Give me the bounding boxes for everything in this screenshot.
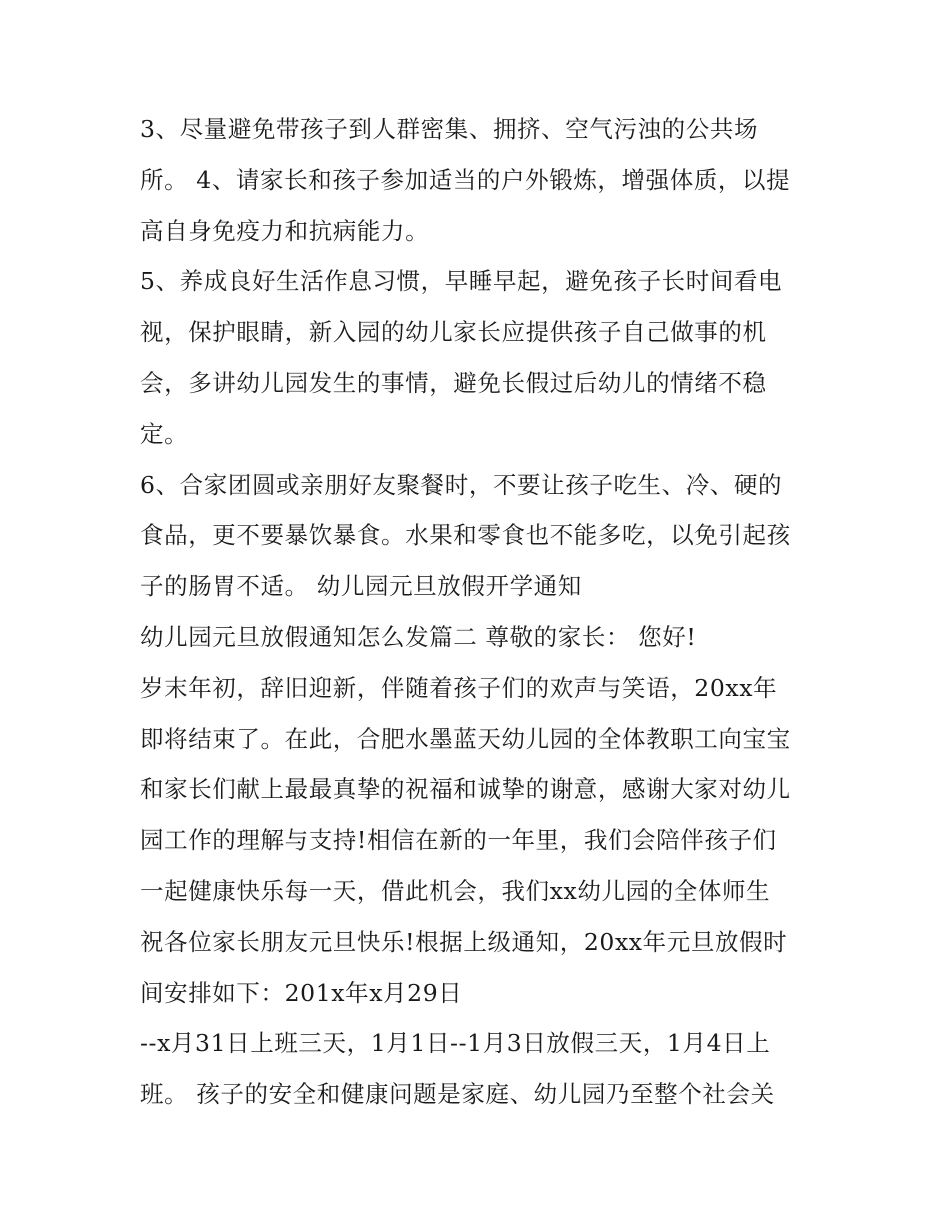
text-line: 定。 (140, 419, 189, 448)
text-line: --x月31日上班三天，1月1日--1月3日放假三天，1月4日上 (140, 1029, 771, 1058)
text-line: 间安排如下：201x年x月29日 (140, 978, 463, 1007)
text-line: 3、尽量避免带孩子到人群密集、拥挤、空气污浊的公共场 (140, 115, 759, 143)
text-line: 班。 孩子的安全和健康问题是家庭、幼儿园乃至整个社会关 (140, 1080, 775, 1109)
text-line: 即将结束了。在此，合肥水墨蓝天幼儿园的全体教职工向宝宝 (140, 724, 791, 753)
text-line: 食品，更不要暴饮暴食。水果和零食也不能多吃，以免引起孩 (140, 521, 791, 550)
text-line: 和家长们献上最最真挚的祝福和诚挚的谢意，感谢大家对幼儿 (140, 775, 791, 804)
text-line: 所。 4、请家长和孩子参加适当的户外锻炼，增强体质，以提 (140, 165, 791, 194)
text-line: 一起健康快乐每一天，借此机会，我们xx幼儿园的全体师生 (140, 876, 771, 905)
text-line: 岁末年初，辞旧迎新，伴随着孩子们的欢声与笑语，20xx年 (140, 673, 778, 702)
text-line: 祝各位家长朋友元旦快乐!根据上级通知，20xx年元旦放假时 (140, 927, 788, 956)
text-line: 6、合家团圆或亲朋好友聚餐时，不要让孩子吃生、冷、硬的 (140, 470, 783, 499)
text-line: 5、养成良好生活作息习惯，早睡早起，避免孩子长时间看电 (140, 267, 783, 296)
text-line: 园工作的理解与支持!相信在新的一年里，我们会陪伴孩子们 (140, 826, 777, 855)
text-line: 高自身免疫力和抗病能力。 (140, 216, 430, 245)
text-line: 幼儿园元旦放假通知怎么发篇二 尊敬的家长： 您好! (140, 622, 697, 651)
text-line: 子的肠胃不适。 幼儿园元旦放假开学通知 (140, 572, 582, 601)
document-body (140, 104, 830, 1120)
text-line: 视，保护眼睛，新入园的幼儿家长应提供孩子自己做事的机 (140, 318, 767, 347)
text-line: 会，多讲幼儿园发生的事情，避免长假过后幼儿的情绪不稳 (140, 368, 767, 397)
